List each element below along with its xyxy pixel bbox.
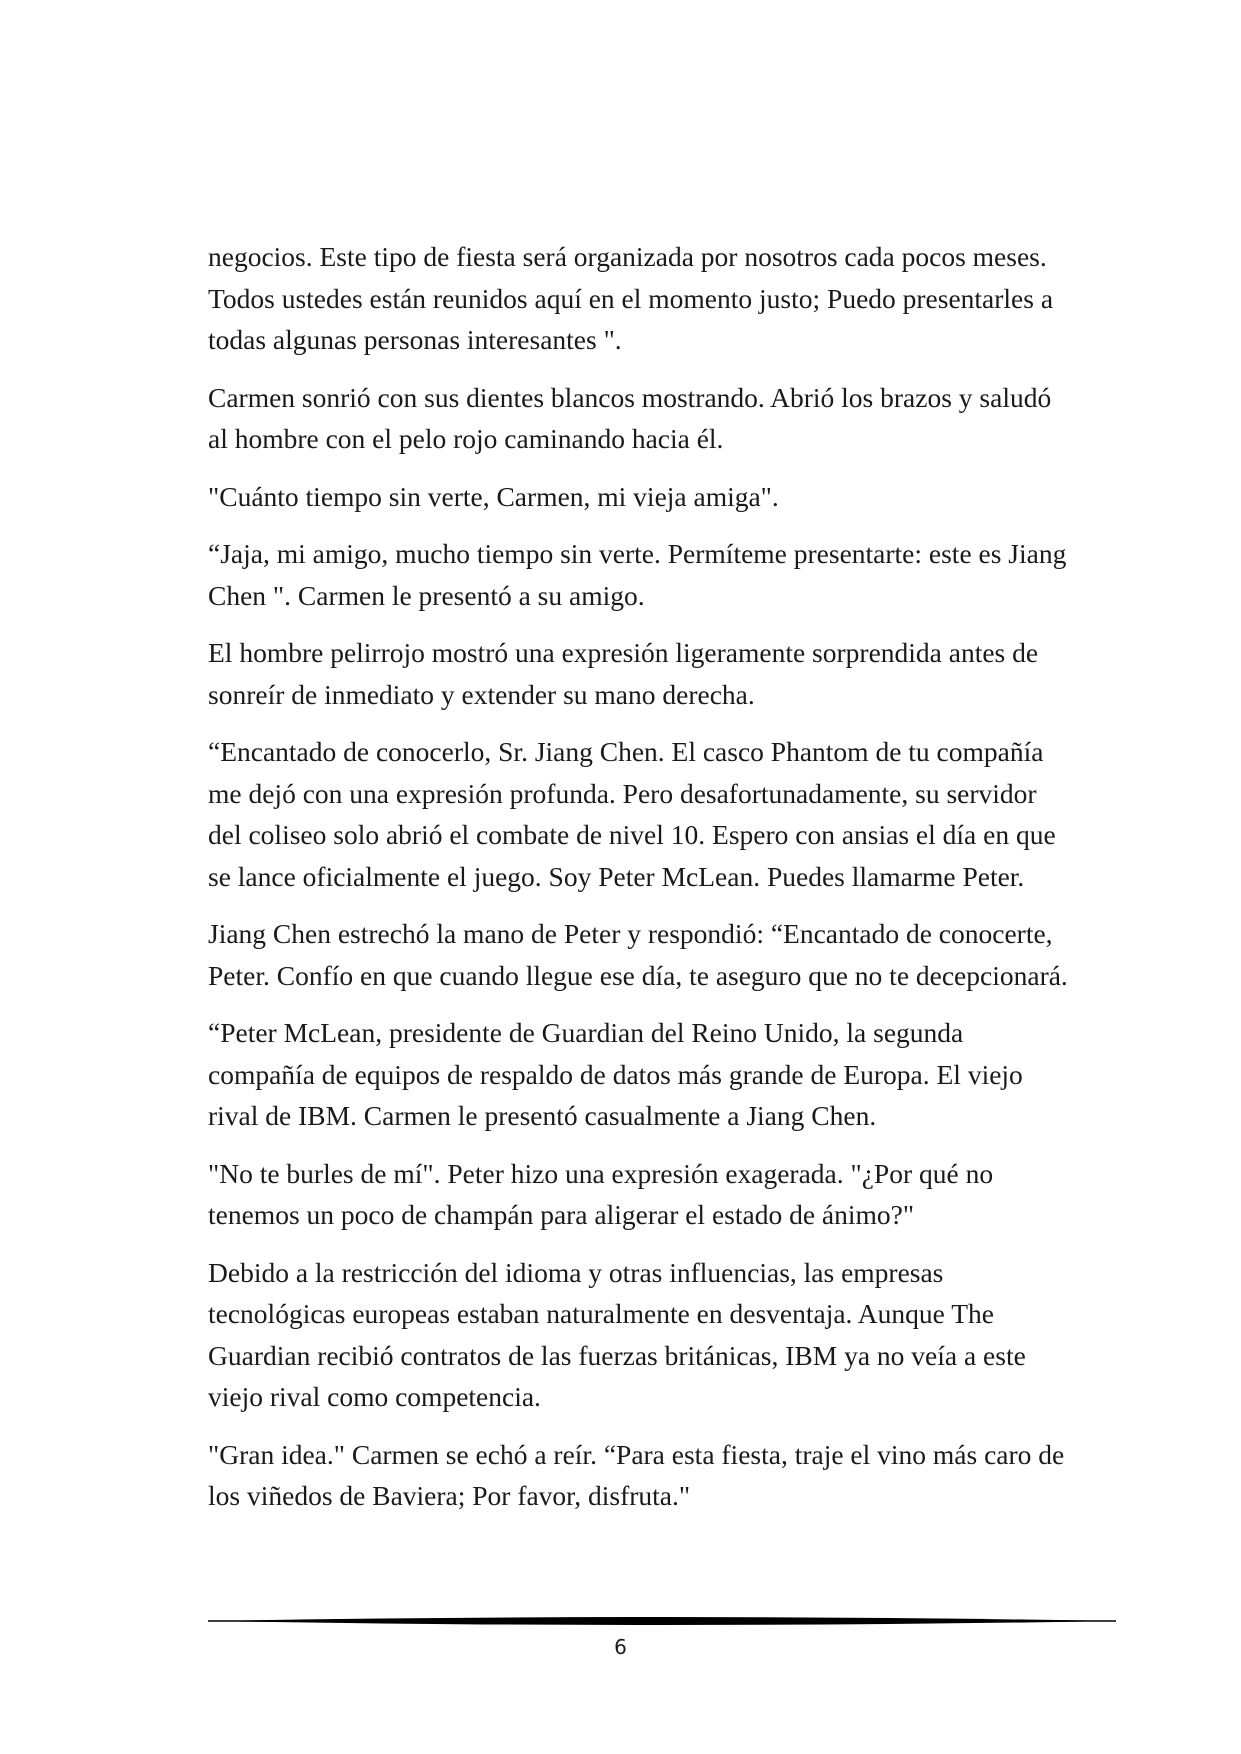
paragraph-3: "Cuánto tiempo sin verte, Carmen, mi vieja amiga". (208, 480, 779, 512)
paragraph-8: “Peter McLean, presidente de Guardian del Reino Unido, la segunda compañía de equipos de respaldo de datos más grande de Europa. El viejo rival de IBM. Carmen le presentó casualmente a Jiang Chen. (208, 1017, 1023, 1131)
paragraph-7: Jiang Chen estrechó la mano de Peter y respondió: “Encantado de conocerte, Peter. Confío en que cuando llegue ese día, te aseguro que no te decepcionará. (208, 918, 1068, 991)
paragraph-4: “Jaja, mi amigo, mucho tiempo sin verte. Permíteme presentarte: este es Jiang Chen ". Carmen le presentó a su amigo. (208, 538, 1067, 611)
paragraph-11: "Gran idea." Carmen se echó a reír. “Para esta fiesta, traje el vino más caro de los viñedos de Baviera; Por favor, disfruta." (208, 1438, 1065, 1511)
paragraph-10: Debido a la restricción del idioma y otras influencias, las empresas tecnológicas europeas estaban naturalmente en desventaja. Aunque The Guardian recibió contratos de las fuerzas británicas, IBM ya no veía a este viejo rival como competencia. (208, 1256, 1026, 1412)
paragraph-2: Carmen sonrió con sus dientes blancos mostrando. Abrió los brazos y saludó al hombre con el pelo rojo caminando hacia él. (208, 381, 1052, 454)
paragraph-9: "No te burles de mí". Peter hizo una expresión exagerada. "¿Por qué no tenemos un poco de champán para aligerar el estado de ánimo?" (208, 1157, 994, 1230)
page-number: 6 (614, 1635, 627, 1659)
body-text (208, 236, 1072, 1533)
footer-divider (208, 1614, 1116, 1628)
paragraph-6: “Encantado de conocerlo, Sr. Jiang Chen. El casco Phantom de tu compañía me dejó con una expresión profunda. Pero desafortunadamente, su servidor del coliseo solo abrió el combate de nivel 10. Espero con ansias el día en que se lance oficialmente el juego. Soy Peter McLean. Puedes llamarme Peter. (208, 736, 1056, 892)
paragraph-5: El hombre pelirrojo mostró una expresión ligeramente sorprendida antes de sonreír de inmediato y extender su mano derecha. (208, 637, 1039, 710)
paragraph-1: negocios. Este tipo de fiesta será organizada por nosotros cada pocos meses. Todos ustedes están reunidos aquí en el momento justo; Puedo presentarles a todas algunas personas interesantes ". (208, 241, 1054, 355)
